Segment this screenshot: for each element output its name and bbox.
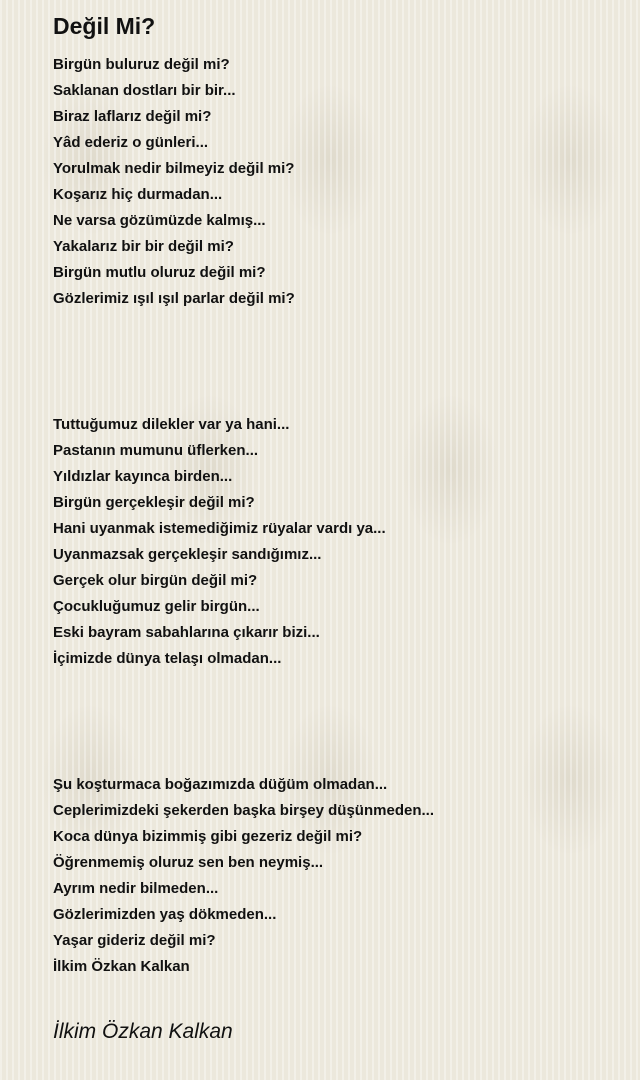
poem-line: Yorulmak nedir bilmeyiz değil mi? [53,160,295,177]
poem-line: Koca dünya bizimmiş gibi gezeriz değil mi? [53,828,363,845]
poem-line: Eski bayram sabahlarına çıkarır bizi... [53,624,320,641]
poem-line: İçimizde dünya telaşı olmadan... [53,650,282,667]
poem-line: Hani uyanmak istemediğimiz rüyalar vardı ya... [53,520,386,537]
poem-line: Saklanan dostları bir bir... [53,82,236,99]
poem-line: Yıldızlar kayınca birden... [53,468,233,485]
stanza-1 [53,52,295,312]
poem-line: Koşarız hiç durmadan... [53,186,223,203]
poem-line: Şu koşturmaca boğazımızda düğüm olmadan... [53,776,388,793]
poem-line: Biraz laflarız değil mi? [53,108,212,125]
poem-line: Birgün buluruz değil mi? [53,56,230,73]
poem-line: Ne varsa gözümüzde kalmış... [53,212,266,229]
poem-line: Ceplerimizdeki şekerden başka birşey düşünmeden... [53,802,434,819]
poem-line: Yakalarız bir bir değil mi? [53,238,234,255]
poem-line: Gözlerimizden yaş dökmeden... [53,906,277,923]
poem-line: Öğrenmemiş oluruz sen ben neymiş... [53,854,324,871]
poem-line: Ayrım nedir bilmeden... [53,880,219,897]
poem-line: Yâd ederiz o günleri... [53,134,209,151]
poem-line: Uyanmazsak gerçekleşir sandığımız... [53,546,322,563]
stanza-2 [53,412,386,672]
poem-line: Gerçek olur birgün değil mi? [53,572,258,589]
poem-line: Yaşar gideriz değil mi? [53,932,216,949]
poem-title: Değil Mi? [53,13,156,39]
poem-line: Pastanın mumunu üflerken... [53,442,259,459]
poem-line: Birgün gerçekleşir değil mi? [53,494,255,511]
poem-author: İlkim Özkan Kalkan [53,1020,233,1043]
poem-line: Tuttuğumuz dilekler var ya hani... [53,416,290,433]
poem-line: Birgün mutlu oluruz değil mi? [53,264,266,281]
poem-line: Gözlerimiz ışıl ışıl parlar değil mi? [53,290,295,307]
poem-line: İlkim Özkan Kalkan [53,958,190,975]
stanza-3 [53,772,434,980]
poem-line: Çocukluğumuz gelir birgün... [53,598,260,615]
